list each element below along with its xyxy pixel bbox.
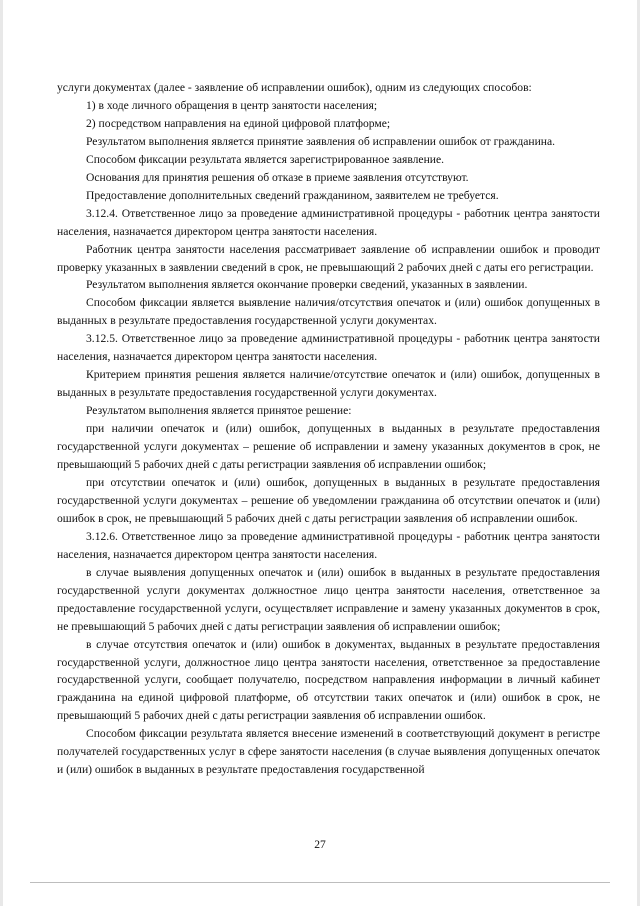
paragraph: Основания для принятия решения об отказе в приеме заявления отсутствуют. [86,170,469,184]
paragraph: 2) посредством направления на единой цифровой платформе; [86,116,391,130]
body-text [57,79,600,779]
scan-edge-left [0,0,3,906]
page-number: 27 [314,838,326,851]
paragraph: Способом фиксации является выявление наличия/отсутствия опечаток и (или) ошибок допущенных в выданных в результате предоставления государственной услуги документах. [57,296,600,328]
paragraph: при отсутствии опечаток и (или) ошибок, допущенных в выданных в результате предоставления государственной услуги документах – решение об уведомлении гражданина об отсутствии опечаток и (или) ошибок в срок, не превышающий 5 рабочих дней с даты регистрации заявления об исправлении ошибок. [57,475,600,525]
paragraph: Предоставление дополнительных сведений гражданином, заявителем не требуется. [86,188,499,202]
paragraph: 3.12.5. Ответственное лицо за проведение административной процедуры - работник центра занятости населения, назначается директором центра занятости населения. [57,332,600,364]
paragraph: Способом фиксации результата является внесение изменений в соответствующий документ в регистре получателей государственных услуг в сфере занятости населения (в случае выявления допущенных опечаток и (или) ошибок в выданных в результате предоставления государственной [57,727,600,777]
paragraph: в случае выявления допущенных опечаток и (или) ошибок в выданных в результате предоставления государственной услуги документах должностное лицо центра занятости населения, ответственное за предоставление государственной услуги, осуществляет исправление и замену указанных документов в срок, не превышающий 5 рабочих дней с даты регистрации заявления об исправлении ошибок; [57,565,600,633]
paragraph: Способом фиксации результата является зарегистрированное заявление. [86,152,445,166]
paragraph: 1) в ходе личного обращения в центр занятости населения; [86,98,378,112]
paragraph: при наличии опечаток и (или) ошибок, допущенных в выданных в результате предоставления государственной услуги документах – решение об исправлении и замену указанных документов в срок, не превышающий 5 рабочих дней с даты регистрации заявления об исправлении ошибок; [57,422,600,472]
paragraph: в случае отсутствия опечаток и (или) ошибок в документах, выданных в результате предоставления государственной услуги, должностное лицо центра занятости населения, ответственное за предоставление государственной услуги, сообщает получателю, посредством направления информации в личный кабинет гражданина на единой цифровой платформе, об отсутствии таких опечаток и (или) ошибок в срок, не превышающий 5 рабочих дней с даты регистрации заявления об исправлении ошибок. [57,637,600,723]
bottom-divider [30,882,610,883]
paragraph: Результатом выполнения является принятое решение: [86,404,352,418]
paragraph: 3.12.6. Ответственное лицо за проведение административной процедуры - работник центра занятости населения, назначается директором центра занятости населения. [57,529,600,561]
paragraph: услуги документах (далее - заявление об исправлении ошибок), одним из следующих способов: [57,81,532,94]
paragraph: Критерием принятия решения является наличие/отсутствие опечаток и (или) ошибок, допущенных в выданных в результате предоставления государственной услуги документах. [57,368,600,400]
paragraph: Результатом выполнения является окончание проверки сведений, указанных в заявлении. [86,278,528,292]
paragraph: Результатом выполнения является принятие заявления об исправлении ошибок от гражданина. [86,134,556,148]
paragraph: Работник центра занятости населения рассматривает заявление об исправлении ошибок и проводит проверку указанных в заявлении сведений в срок, не превышающий 2 рабочих дней с даты его регистрации. [57,242,600,274]
paragraph: 3.12.4. Ответственное лицо за проведение административной процедуры - работник центра занятости населения, назначается директором центра занятости населения. [57,206,600,238]
